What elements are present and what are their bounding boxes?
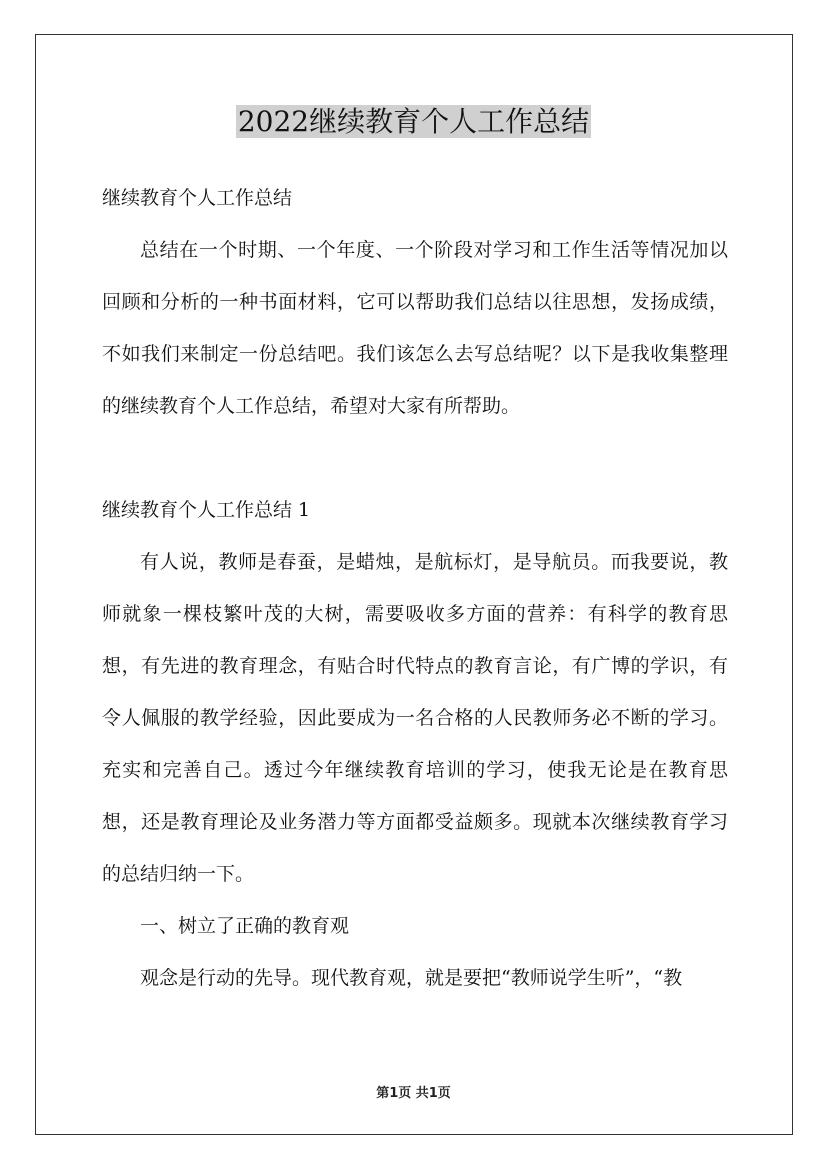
- body-paragraph: 有人说，教师是春蚕，是蜡烛，是航标灯，是导航员。而我要说，教师就象一棵枝繁叶茂的大树，需要吸收多方面的营养：有科学的教育思想，有先进的教育理念，有贴合时代特点的教育言论，有广博的学识，有令人佩服的教学经验，因此要成为一名合格的人民教师务必不断的学习。充实和完善自己。透过今年继续教育培训的学习，使我无论是在教育思想，还是教育理论及业务潜力等方面都受益颇多。现就本次继续教育学习的总结归纳一下。: [102, 551, 728, 885]
- blank-line: [102, 432, 728, 484]
- body-paragraph: 总结在一个时期、一个年度、一个阶段对学习和工作生活等情况加以回顾和分析的一种书面材料，它可以帮助我们总结以往思想，发扬成绩，不如我们来制定一份总结吧。我们该怎么去写总结呢？以下是我收集整理的继续教育个人工作总结，希望对大家有所帮助。: [102, 239, 728, 417]
- subsection-heading: 一、树立了正确的教育观: [140, 915, 350, 937]
- section-heading: 继续教育个人工作总结: [102, 187, 293, 209]
- body-paragraph: 观念是行动的先导。现代教育观，就是要把“教师说学生听”，“教: [140, 967, 683, 989]
- section-heading: 继续教育个人工作总结 1: [102, 499, 311, 521]
- document-title: 2022继续教育个人工作总结: [237, 105, 590, 138]
- page-number-footer: 第1页 共1页: [376, 1086, 451, 1101]
- document-body: [102, 172, 728, 1004]
